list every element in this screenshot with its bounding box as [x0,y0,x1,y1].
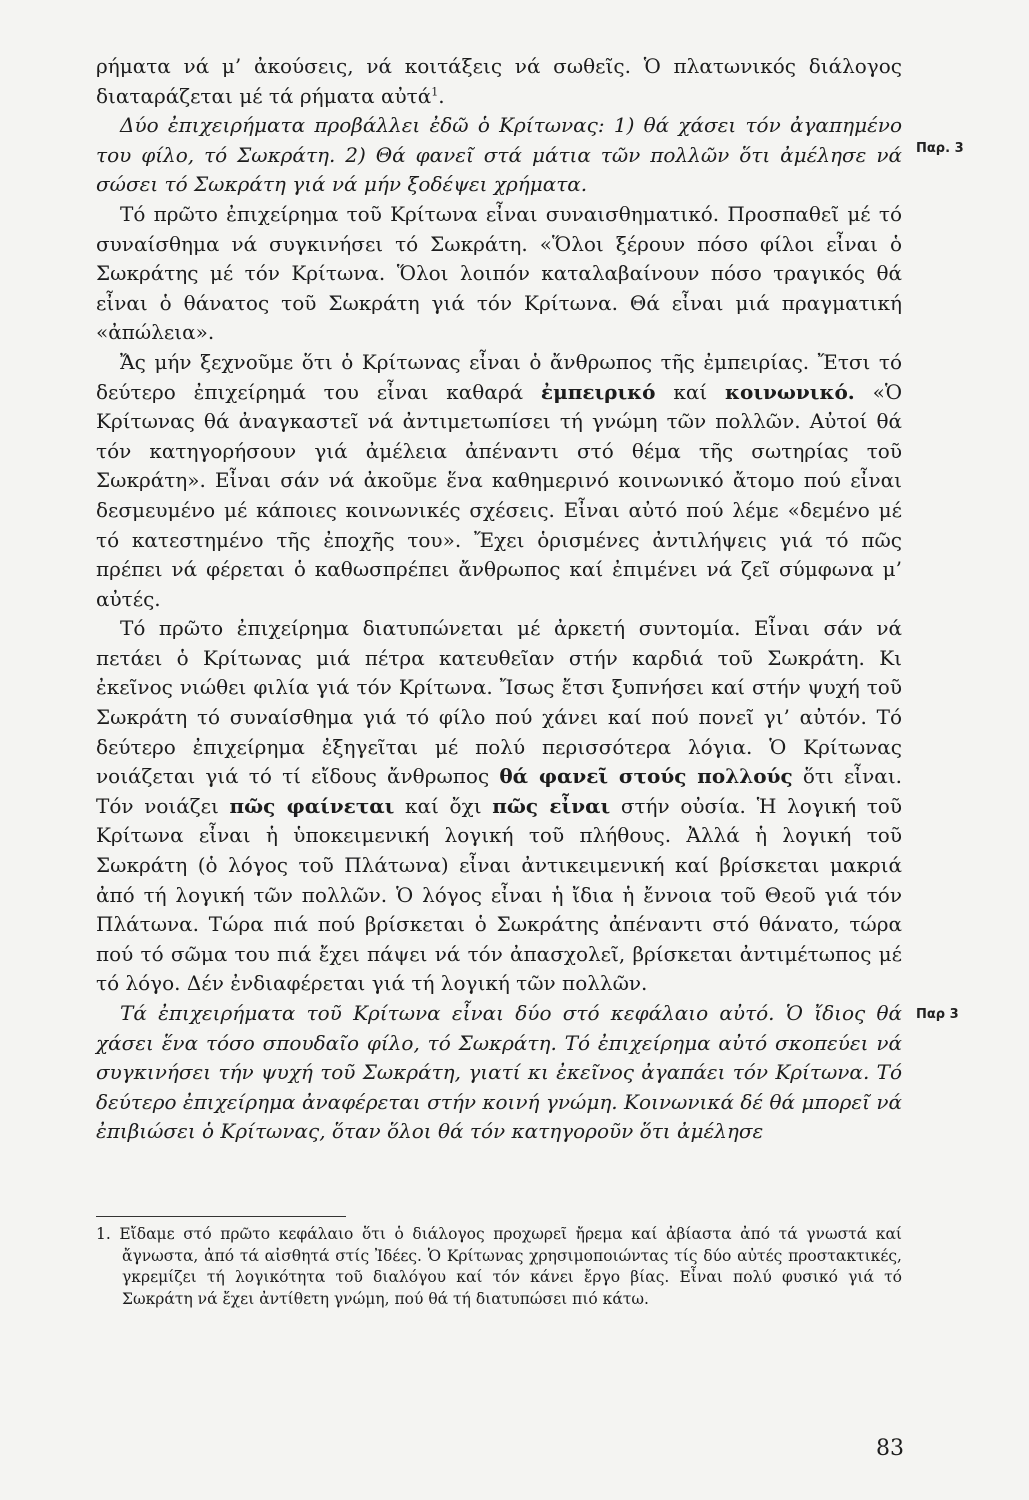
page-number: 83 [876,1436,904,1461]
paragraph-second-argument: Ἄς μήν ξεχνοῦμε ὅτι ὁ Κρίτωνας εἶναι ὁ ἄνθρωπος τῆς ἐμπειρίας. Ἔτσι τό δεύτερο ἐπιχείρημά του εἶναι καθαρά ἐμπειρικό καί κοινωνικό. «Ὁ Κρίτωνας θά ἀναγκαστεῖ νά ἀντιμετωπίσει τή γνώμη τῶν πολλῶν. Αὐτοί θά τόν κατηγορήσουν γιά ἀμέλεια ἀπέναντι στό θέμα τῆς σωτηρίας τοῦ Σωκράτη». Εἶναι σάν νά ἀκοῦμε ἕνα καθημερινό κοινωνικό ἄτομο πού εἶναι δεσμευμένο μέ κάποιες κοινωνικές σχέσεις. Εἶναι αὐτό πού λέμε «δεμένο μέ τό κατεστημένο τῆς ἐποχῆς του». Ἔχει ὁρισμένες ἀντιλήψεις γιά τό πῶς πρέπει νά φέρεται ὁ καθωσπρέπει ἄνθρωπος καί ἐπιμένει νά ζεῖ σύμφωνα μ’ αὐτές. [96,349,903,611]
paragraph-chapter-summary: Τά ἐπιχειρήματα τοῦ Κρίτωνα εἶναι δύο στό κεφάλαιο αὐτό. Ὁ ἴδιος θά χάσει ἕνα τόσο σπουδαῖο φίλο, τό Σωκράτη. Τό ἐπιχείρημα αὐτό σκοπεύει νά συγκινήσει τήν ψυχή τοῦ Σωκράτη, γιατί κι ἐκεῖνος ἀγαπάει τόν Κρίτωνα. Τό δεύτερο ἐπιχείρημα ἀναφέρεται στήν κοινή γνώμη. Κοινωνικά δέ θά μπορεῖ νά ἐπιβιώσει ὁ Κρίτωνας, ὅταν ὅλοι θά τόν κατηγοροῦν ὅτι ἀμέλησε [96,1001,902,1144]
body-text [96,52,902,1147]
footnote-text: Εἴδαμε στό πρῶτο κεφάλαιο ὅτι ὁ διάλογος προχωρεῖ ἤρεμα καί ἀβίαστα ἀπό τά γνωστά καί ἄγνωστα, ἀπό τά αἰσθητά στίς Ἰδέες. Ὁ Κρίτωνας χρησιμοποιώντας τίς δύο αὐτές προστακτικές, γκρεμίζει τή λογικότητα τοῦ διαλόγου καί τόν κάνει ἔργο βίας. Εἶναι πολύ φυσικό γιά τό Σωκράτη νά ἔχει ἀντίθετη γνώμη, πού θά τή διατυπώσει πιό κάτω. [119,1225,902,1308]
paragraph-first-argument: Τό πρῶτο ἐπιχείρημα τοῦ Κρίτωνα εἶναι συναισθηματικό. Προσπαθεῖ μέ τό συναίσθημα νά συγκινήσει τό Σωκράτη. «Ὅλοι ξέρουν πόσο φίλοι εἶναι ὁ Σωκράτης μέ τόν Κρίτωνα. Ὅλοι λοιπόν καταλαβαίνουν πόσο τραγικός θά εἶναι ὁ θάνατος τοῦ Σωκράτη γιά τόν Κρίτωνα. Θά εἶναι μιά πραγματική «ἀπώλεια». [96,201,902,345]
margin-note-paragraph-3b: Παρ 3 [916,1007,959,1022]
footnote-ref[interactable]: 1 [431,84,439,98]
paragraph-continuation: ρήματα νά μ’ ἀκούσεις, νά κοιτάξεις νά σωθεῖς. Ὁ πλατωνικός διάλογος διαταράζεται μέ τά ρήματα αὐτά$^1$. [96,54,902,108]
footnote-number: 1. [96,1225,111,1243]
paragraph-arguments-summary: Δύο ἐπιχειρήματα προβάλλει ἐδῶ ὁ Κρίτωνας: 1) θά χάσει τόν ἀγαπημένο του φίλο, τό Σωκράτη. 2) Θά φανεῖ στά μάτια τῶν πολλῶν ὅτι ἀμέλησε νά σώσει τό Σωκράτη γιά νά μήν ξοδέψει χρήματα. [96,113,902,197]
margin-note-paragraph-3: Παρ. 3 [916,141,964,156]
paragraph-comparison: Τό πρῶτο ἐπιχείρημα διατυπώνεται μέ ἀρκετή συντομία. Εἶναι σάν νά πετάει ὁ Κρίτωνας μιά πέτρα κατευθεῖαν στήν καρδιά τοῦ Σωκράτη. Κι ἐκεῖνος νιώθει φιλία γιά τόν Κρίτωνα. Ἴσως ἔτσι ξυπνήσει καί στήν ψυχή τοῦ Σωκράτη τό συναίσθημα γιά τό φίλο πού χάνει καί πού πονεῖ γι’ αὐτόν. Τό δεύτερο ἐπιχείρημα ἐξηγεῖται μέ πολύ περισσότερα λόγια. Ὁ Κρίτωνας νοιάζεται γιά τό τί εἴδους ἄνθρωπος θά φανεῖ στούς πολλούς ὅτι εἶναι. Τόν νοιάζει πῶς φαίνεται καί ὄχι πῶς εἶναι στήν οὐσία. Ἡ λογική τοῦ Κρίτωνα εἶναι ἡ ὑποκειμενική λογική τοῦ πλήθους. Ἀλλά ἡ λογική τοῦ Σωκράτη (ὁ λόγος τοῦ Πλάτωνα) εἶναι ἀντικειμενική καί βρίσκεται μακριά ἀπό τή λογική τῶν πολλῶν. Ὁ λόγος εἶναι ἡ ἴδια ἡ ἔννοια τοῦ Θεοῦ γιά τόν Πλάτωνα. Τώρα πιά πού βρίσκεται ὁ Σωκράτης ἀπέναντι στό θάνατο, τώρα πού τό σῶμα του πιά ἔχει πάψει νά τόν ἀπασχολεῖ, βρίσκεται ἀντιμέτωπος μέ τό λόγο. Δέν ἐνδιαφέρεται γιά τή λογική τῶν πολλῶν. [96,616,903,996]
footnote [96,1224,902,1310]
footnote-divider [96,1216,346,1217]
